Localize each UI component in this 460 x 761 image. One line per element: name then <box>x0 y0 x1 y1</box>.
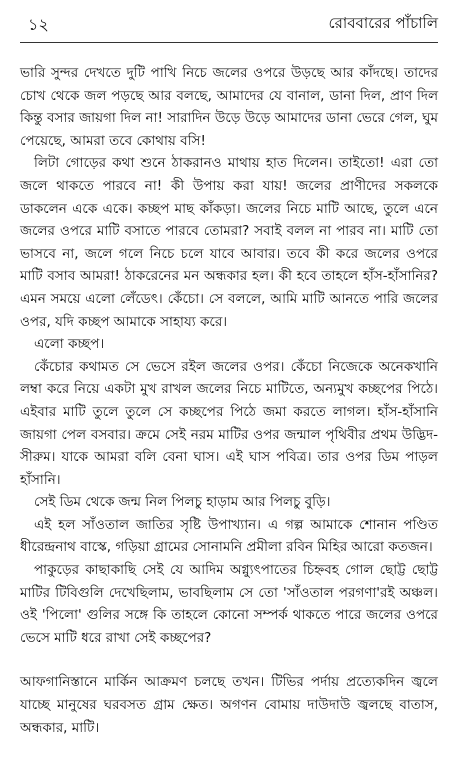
paragraph-8: আফগানিস্তানে মার্কিন আক্রমণ চলছে তখন। টিভির পর্দায় প্রত্যেকদিন জ্বলে যাচ্ছে মানুষের ঘরবসত গ্রাম ক্ষেত। অগণন বোমায় দাউদাউ জ্বলছে বাতাস, অন্ধকার, মাটি। <box>20 674 438 736</box>
paragraph-2: লিটা গোড়ের কথা শুনে ঠাকরানও মাথায় হাত দিলেন। তাইতো! এরা তো জলে থাকতে পারবে না! কী উপায় করা যায়! জলের প্রাণীদের সকলকে ডাকলেন একে একে। কচ্ছপ মাছ কাঁকড়া। জলের নিচে মাটি আছে, তুলে এনে জলের ওপরে মাটি বসাতে পারবে তোমরা? সবাই বলল না পারব না। মাটি তো ভাসবে না, জলে গলে নিচে চলে যাবে আবার। তবে কী করে জলের ওপরে মাটি বসাব আমরা! ঠাকরেনের মন অন্ধকার হল। কী হবে তাহলে হাঁস-হাঁসানির? এমন সময়ে এলো লেঁডেৎ। কেঁচো। সে বললে, আমি মাটি আনতে পারি জলের ওপর, যদি কচ্ছপ আমাকে সাহায্য করে। <box>20 155 438 330</box>
body-text <box>20 62 438 739</box>
paragraph-6: এই হল সাঁওতাল জাতির সৃষ্টি উপাখ্যান। এ গল্প আমাকে শোনান পণ্ডিত ধীরেন্দ্রনাথ বাস্কে, গড়িয়া গ্রামের সোনামনি প্রমীলা রবিন মিহির আরো কতজন। <box>20 516 438 556</box>
page-header <box>20 6 438 43</box>
paragraph-7: পাকুড়ের কাছাকাছি সেই যে আদিম অগ্ন্যুৎপাতের চিহ্নবহ গোল ছোট্ট ছোট্ট মাটির টিবিগুলি দেখেছিলাম, ভাবছিলাম সে তো 'সাঁওতাল পরগণা'রই অঞ্চল। ওই 'পিলো' গুলির সঙ্গে কি তাহলে কোনো সম্পর্ক থাকতে পারে জলের ওপরে ভেসে মাটি ধরে রাখা সেই কচ্ছপের? <box>20 562 438 646</box>
running-title: রোববারের পাঁচালি <box>328 14 438 32</box>
paragraph-1: ভারি সুন্দর দেখতে দুটি পাখি নিচে জলের ওপরে উড়ছে আর কাঁদছে। তাদের চোখ থেকে জল পড়ছে আর বলছে, আমাদের যে বানাল, ডানা দিল, প্রাণ দিল কিন্তু বসার জায়গা দিল না! সারাদিন উড়ে উড়ে আমাদের ডানা ভেরে গেল, ঘুম পেয়েছে, আমরা তবে কোথায় বসি! <box>20 65 438 149</box>
paragraph-3: এলো কচ্ছপ। <box>34 336 105 353</box>
paragraph-5: সেই ডিম থেকে জন্ম নিল পিলচু হাড়াম আর পিলচু বুড়ি। <box>34 494 331 511</box>
page-number: ১২ <box>28 15 49 34</box>
paragraph-4: কেঁচোর কথামত সে ভেসে রইল জলের ওপর। কেঁচো নিজেকে অনেকখানি লম্বা করে নিয়ে একটা মুখ রাখল জলের নিচে মাটিতে, অন্যমুখ কচ্ছপের পিঠে। এইবার মাটি তুলে তুলে সে কচ্ছপের পিঠে জমা করতে লাগল। হাঁস-হাঁসানি জায়গা পেল বসবার। ক্রমে সেই নরম মাটির ওপর জন্মাল পৃথিবীর প্রথম উদ্ভিদ-সীরুম। যাকে আমরা বলি বেনা ঘাস। এই ঘাস পবিত্র। তার ওপর ডিম পাড়ল হাঁসানি। <box>20 358 438 488</box>
